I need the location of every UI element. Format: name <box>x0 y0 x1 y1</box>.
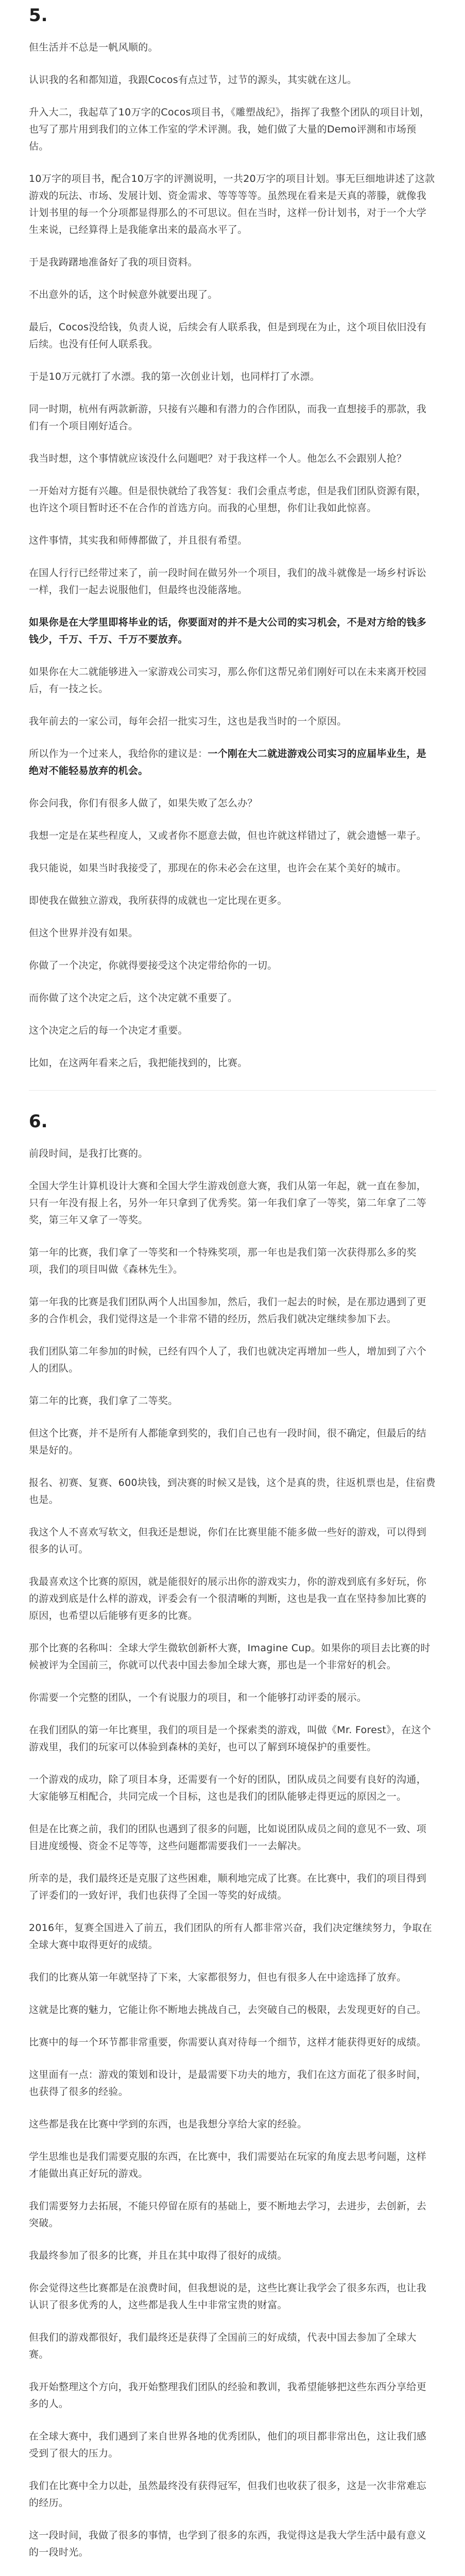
paragraph-text: 我开始整理这个方向，我开始整理我们团队的经验和教训，我希望能够把这些东西分享给更多的人。 <box>29 2381 427 2410</box>
paragraph <box>29 2066 436 2100</box>
paragraph-text: 比赛中的每一个环节都非常重要，你需要认真对待每一个细节，这样才能获得更好的成绩。 <box>29 2037 427 2048</box>
paragraph-text: 即使我在做独立游戏，我所获得的成就也一定比现在更多。 <box>29 895 287 906</box>
paragraph <box>29 664 436 698</box>
paragraph <box>29 1640 436 1674</box>
paragraph-text: 所以作为一个过来人，我给你的建议是： <box>29 748 208 759</box>
paragraph <box>29 892 436 909</box>
paragraph-text: 你会觉得这些比赛都是在浪费时间，但我想说的是，这些比赛让我学会了很多东西，也让我认识了很多优秀的人，这些都是我人生中非常宝贵的财富。 <box>29 2282 427 2311</box>
paragraph <box>29 254 436 271</box>
paragraph-text: 升入大二，我起草了10万字的Cocos项目书，《雕塑战纪》，指挥了我整个团队的项目计划，也写了那片用到我们的立体工作室的学术评测。我，她们做了大量的Demo评测和市场预估。 <box>29 107 430 152</box>
paragraph-text: 这一段时间，我做了很多的事情，也学到了很多的东西，我觉得这是我大学生活中最有意义的一段时光。 <box>29 2530 427 2558</box>
paragraph-text: 我这个人不喜欢写软文，但我还是想说，你们在比赛里能不能多做一些好的游戏，可以得到很多的认可。 <box>29 1527 427 1555</box>
paragraph-text: 所幸的是，我们最终还是克服了这些困难，顺利地完成了比赛。在比赛中，我们的项目得到了评委们的一致好评，我们也获得了全国一等奖的好成绩。 <box>29 1873 427 1901</box>
paragraph <box>29 925 436 942</box>
paragraph <box>29 1145 436 1162</box>
paragraph <box>29 1055 436 1072</box>
paragraph <box>29 2034 436 2051</box>
paragraph <box>29 2428 436 2462</box>
paragraph <box>29 1870 436 1904</box>
paragraph-text: 在国人行行已经带过来了，前一段时间在做另外一个项目，我们的战斗就像是一场乡村诉讼一样，我们一起去说服他们，但最终也没能落地。 <box>29 567 427 596</box>
paragraph <box>29 565 436 599</box>
paragraph-text: 我们的比赛从第一年就坚持了下来，大家都很努力，但也有很多人在中途选择了放弃。 <box>29 1972 407 1983</box>
paragraph-text: 但是在比赛之前，我们的团队也遇到了很多的问题，比如说团队成员之间的意见不一致、项目进度缓慢、资金不足等等，这些问题都需要我们一一去解决。 <box>29 1823 427 1852</box>
paragraph-text: 这就是比赛的魅力，它能让你不断地去挑战自己，去突破自己的极限，去发现更好的自己。 <box>29 2004 427 2015</box>
paragraph-text: 你做了一个决定，你就得要接受这个决定带给你的一切。 <box>29 960 278 971</box>
paragraph-text: 这些都是我在比赛中学到的东西，也是我想分享给大家的经验。 <box>29 2119 307 2130</box>
paragraph <box>29 1920 436 1954</box>
paragraph-text: 我年前去的一家公司，每年会招一批实习生，这也是我当时的一个原因。 <box>29 716 347 727</box>
paragraph <box>29 72 436 89</box>
paragraph-text: 第二年的比赛，我们拿了二等奖。 <box>29 1395 178 1406</box>
paragraph <box>29 1294 436 1328</box>
paragraph <box>29 401 436 435</box>
paragraph-text: 报名、初赛、复赛、600块钱，到决赛的时候又是钱，这个是真的贵，往返机票也是，住宿费也是。 <box>29 1477 436 1505</box>
paragraph-text: 全国大学生计算机设计大赛和全国大学生游戏创意大赛，我们从第一年起，就一直在参加，只有一年没有报上名，另外一年只拿到了优秀奖。第一年我们拿了一等奖，第二年拿了二等奖，第三年又拿了一等奖。 <box>29 1180 427 1226</box>
paragraph-text: 学生思维也是我们需要克服的东西，在比赛中，我们需要站在玩家的角度去思考问题，这样才能做出真正好玩的游戏。 <box>29 2151 427 2179</box>
paragraph-text: 我们在比赛中全力以赴，虽然最终没有获得冠军，但我们也收获了很多，这是一次非常难忘的经历。 <box>29 2480 427 2509</box>
paragraph <box>29 286 436 303</box>
paragraph <box>29 450 436 467</box>
paragraph <box>29 1573 436 1624</box>
paragraph <box>29 1969 436 1986</box>
paragraph <box>29 319 436 353</box>
paragraph-text: 在全球大赛中，我们遇到了来自世界各地的优秀团队，他们的项目都非常出色，这让我们感受到了很大的压力。 <box>29 2431 427 2459</box>
article-section <box>29 1111 436 2576</box>
paragraph <box>29 1244 436 1278</box>
section-divider <box>29 1090 436 1091</box>
paragraph-text: 你需要一个完整的团队，一个有说服力的项目，和一个能够打动评委的展示。 <box>29 1692 367 1703</box>
paragraph-text: 不出意外的话，这个时候意外就要出现了。 <box>29 289 218 300</box>
paragraph <box>29 1425 436 1459</box>
paragraph <box>29 1343 436 1377</box>
paragraph <box>29 1689 436 1706</box>
paragraph-text: 我只能说，如果当时我接受了，那现在的你未必会在这里，也许会在某个美好的城市。 <box>29 862 407 874</box>
paragraph-text: 这件事情，其实我和师傅都做了，并且很有希望。 <box>29 535 248 546</box>
paragraph-text: 你会问我，你们有很多人做了，如果失败了怎么办？ <box>29 798 257 809</box>
paragraph <box>29 713 436 730</box>
paragraph <box>29 2198 436 2232</box>
paragraph <box>29 2379 436 2413</box>
paragraph-text: 我最终参加了很多的比赛，并且在其中取得了很好的成绩。 <box>29 2250 287 2261</box>
paragraph-text: 于是10万元就打了水漂。我的第一次创业计划，也同样打了水漂。 <box>29 371 320 382</box>
paragraph-text: 10万字的项目书，配合10万字的评测说明，一共20万字的项目计划。事无巨细地讲述了这款游戏的玩法、市场、发展计划、资金需求、等等等等。虽然现在看来是天真的蒂滕，就像我计划书里的每一个分项都显得那么的不可思议。但在当时，这样一份计划书，对于一个大学生来说，已经算得上是我能拿出来的最高水平了。 <box>29 173 435 235</box>
paragraph <box>29 1475 436 1509</box>
paragraph-text: 而你做了这个决定之后，这个决定就不重要了。 <box>29 992 238 1004</box>
paragraph <box>29 2280 436 2314</box>
paragraph-text: 那个比赛的名称叫：全球大学生微软创新杯大赛，Imagine Cup。如果你的项目去比赛的时候被评为全国前三，你就可以代表中国去参加全球大赛，那也是一个非常好的机会。 <box>29 1642 430 1671</box>
paragraph-text: 一开始对方挺有兴趣。但是很快就给了我答复：我们会重点考虑，但是我们团队资源有限，也许这个项目暂时还不在合作的首选方向。而我的心里想，你们让我如此惊喜。 <box>29 485 427 514</box>
paragraph <box>29 2478 436 2512</box>
paragraph <box>29 2002 436 2019</box>
paragraph <box>29 827 436 844</box>
paragraph <box>29 1524 436 1558</box>
paragraph <box>29 957 436 974</box>
paragraph-text: 我想一定是在某些程度人，又或者你不愿意去做，但也许就这样错过了，就会遗憾一辈子。 <box>29 830 427 841</box>
paragraph-text: 但这个比赛，并不是所有人都能拿到奖的，我们自己也有一段时间，很不确定，但最后的结果是好的。 <box>29 1428 427 1456</box>
paragraph-text: 前段时间，是我打比赛的。 <box>29 1148 148 1159</box>
paragraph <box>29 1178 436 1229</box>
paragraph-text: 我当时想，这个事情就应该没什么问题吧？对于我这样一个人。他怎么不会跟别人抢？ <box>29 453 407 464</box>
paragraph <box>29 368 436 385</box>
paragraph-text: 认识我的名和都知道，我跟Cocos有点过节，过节的源头，其实就在这儿。 <box>29 74 357 86</box>
section-number: 5. <box>29 5 48 26</box>
paragraph-text: 这个决定之后的每一个决定才重要。 <box>29 1025 188 1036</box>
paragraph-text: 在我们团队的第一年比赛里，我们的项目是一个探索类的游戏，叫做《Mr. Forest》，在这个游戏里，我们的玩家可以体验到森林的美好，也可以了解到环境保护的重要性。 <box>29 1724 432 1753</box>
paragraph <box>29 2148 436 2182</box>
paragraph-text: 第一年我的比赛是我们团队两个人出国参加，然后，我们一起去的时候，是在那边遇到了更多的合作机会，我们觉得这是一个非常不错的经历，然后我们就决定继续参加下去。 <box>29 1296 427 1325</box>
paragraph-bold-text: 一个刚在大二就进游戏公司实习的应届毕业生，是绝对不能轻易放弃的机会。 <box>29 748 427 776</box>
paragraph <box>29 532 436 549</box>
article-section <box>29 5 436 1072</box>
paragraph-text: 这里面有一点：游戏的策划和设计，是最需要下功夫的地方，我们在这方面花了很多时间，也获得了很多的经验。 <box>29 2069 427 2097</box>
paragraph-text: 一个游戏的成功，除了项目本身，还需要有一个好的团队，团队成员之间要有良好的沟通，大家能够互相配合，共同完成一个目标，这也是我们的团队能够走得更远的原因之一。 <box>29 1774 427 1802</box>
paragraph-text: 我们团队第二年参加的时候，已经有四个人了，我们也就决定再增加一些人，增加到了六个人的团队。 <box>29 1346 427 1374</box>
paragraph <box>29 2329 436 2363</box>
section-number: 6. <box>29 1111 48 1132</box>
paragraph-text: 同一时期，杭州有两款新游，只接有兴趣和有潜力的合作团队，而我一直想接手的那款，我们有一个项目刚好适合。 <box>29 403 427 432</box>
paragraph <box>29 1821 436 1855</box>
paragraph-text: 但生活并不总是一帆风顺的。 <box>29 42 158 53</box>
paragraph <box>29 2247 436 2264</box>
paragraph <box>29 171 436 239</box>
paragraph <box>29 860 436 877</box>
paragraph <box>29 795 436 812</box>
paragraph-text: 我们需要努力去拓展，不能只停留在原有的基础上，要不断地去学习，去进步，去创新，去突破。 <box>29 2200 427 2229</box>
paragraph <box>29 1722 436 1756</box>
paragraph-text: 我最喜欢这个比赛的原因，就是能很好的展示出你的游戏实力，你的游戏到底有多好玩，你的游戏到底是什么样的游戏，评委会有一个很清晰的判断，这也是我一直在坚持参加比赛的原因，也希望以后能够有更多的比赛。 <box>29 1576 427 1621</box>
paragraph-text: 第一年的比赛，我们拿了一等奖和一个特殊奖项，那一年也是我们第一次获得那么多的奖项，我们的项目叫做《森林先生》。 <box>29 1247 417 1275</box>
paragraph <box>29 39 436 56</box>
paragraph-text: 比如，在这两年看来之后，我把能找到的，比赛。 <box>29 1057 248 1069</box>
paragraph <box>29 483 436 517</box>
paragraph-text: 但我们的游戏都很好，我们最终还是获得了全国前三的好成绩，代表中国去参加了全球大赛。 <box>29 2332 417 2360</box>
paragraph <box>29 1771 436 1805</box>
paragraph-text: 但这个世界并没有如果。 <box>29 927 139 939</box>
paragraph-bold-text: 如果你是在大学里即将毕业的话，你要面对的并不是大公司的实习机会，不是对方给的钱多钱少，千万、千万、千万不要放弃。 <box>29 617 427 645</box>
paragraph-text: 如果你在大二就能够进入一家游戏公司实习，那么你们这帮兄弟们刚好可以在未来离开校园后，有一技之长。 <box>29 666 427 694</box>
paragraph <box>29 1393 436 1410</box>
paragraph <box>29 2116 436 2133</box>
paragraph-text: 于是我踌躇地准备好了我的项目资料。 <box>29 257 198 268</box>
paragraph <box>29 990 436 1007</box>
paragraph <box>29 745 436 779</box>
paragraph <box>29 2527 436 2561</box>
paragraph-text: 最后，Cocos没给钱，负责人说，后续会有人联系我，但是到现在为止，这个项目依旧没有后续。也没有任何人联系我。 <box>29 321 427 350</box>
paragraph <box>29 104 436 155</box>
paragraph <box>29 614 436 648</box>
paragraph-text: 2016年，复赛全国进入了前五，我们团队的所有人都非常兴奋，我们决定继续努力，争取在全球大赛中取得更好的成绩。 <box>29 1922 432 1951</box>
paragraph <box>29 1022 436 1039</box>
